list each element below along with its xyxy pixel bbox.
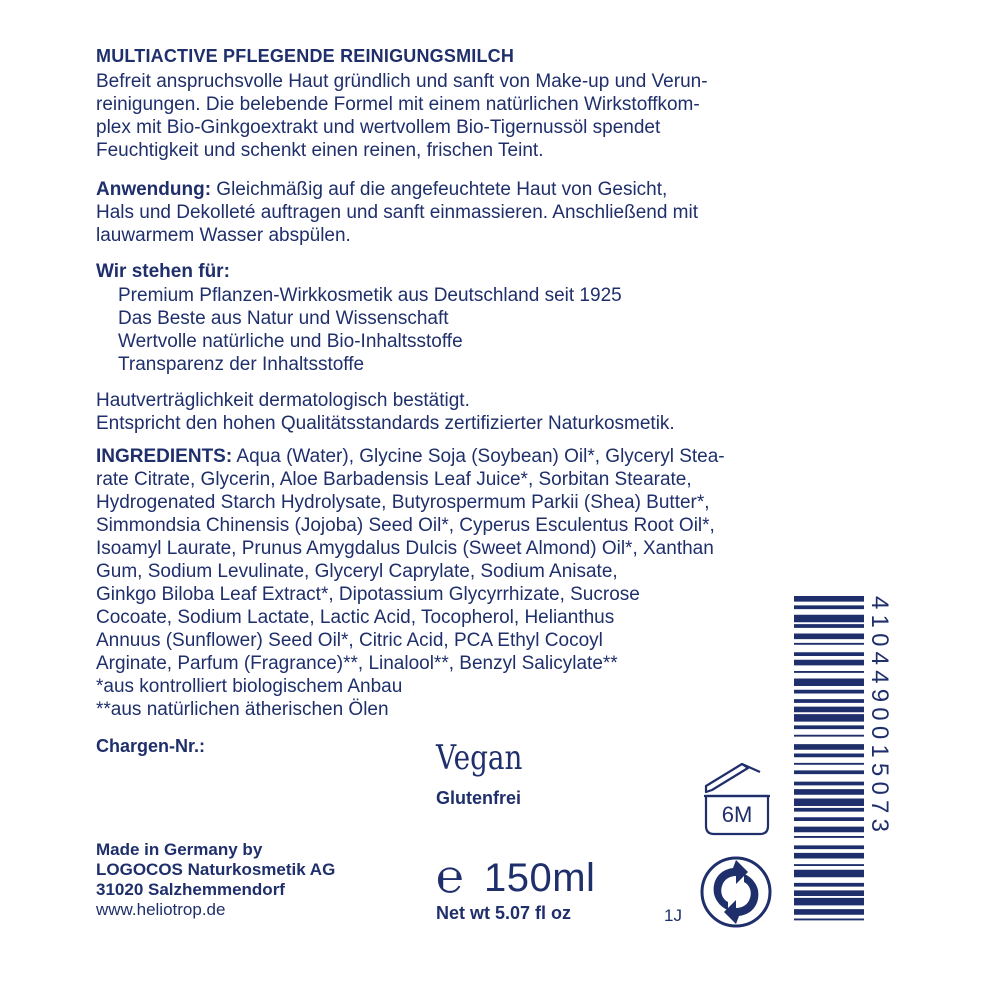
list-item: Transparenz der Inhaltsstoffe — [118, 354, 365, 375]
open-jar-icon — [698, 756, 776, 836]
barcode-bar — [794, 725, 864, 729]
usage-line: Gleichmäßig auf die angefeuchtete Haut von Gesicht, — [211, 179, 668, 200]
batch-number-label: Chargen-Nr.: — [96, 736, 206, 756]
ingredients-line: Aqua (Water), Glycine Soja (Soybean) Oil*, Glyceryl Stea- — [232, 446, 725, 467]
edition-code: 1J — [664, 906, 682, 925]
barcode-bar — [794, 615, 864, 623]
pao-label: 6M — [721, 802, 753, 827]
claim-line: Entspricht den hohen Qualitätsstandards zertifizierter Naturkosmetik. — [96, 413, 675, 434]
manufacturer-info — [96, 840, 335, 920]
ingredients-line: Simmondsia Chinensis (Jojoba) Seed Oil*, Cyperus Esculentus Root Oil*, — [96, 515, 715, 536]
footnote: *aus kontrolliert biologischem Anbau — [96, 676, 403, 697]
manufacturer-line: LOGOCOS Naturkosmetik AG — [96, 860, 336, 879]
intro-line: plex mit Bio-Ginkgoextrakt und wertvollem Bio-Tigernussöl spendet — [96, 117, 661, 138]
footnote: **aus natürlichen ätherischen Ölen — [96, 699, 389, 720]
ingredients-line: Gum, Sodium Levulinate, Glyceryl Caprylate, Sodium Anisate, — [96, 561, 618, 582]
ingredients-line: rate Citrate, Glycerin, Aloe Barbadensis Leaf Juice*, Sorbitan Stearate, — [96, 469, 692, 490]
ingredients-line: Cocoate, Sodium Lactate, Lactic Acid, Tocopherol, Helianthus — [96, 607, 615, 628]
product-title: MULTIACTIVE PFLEGENDE REINIGUNGSMILCH — [96, 46, 515, 66]
barcode-bar — [794, 634, 864, 640]
claim-line: Hautverträglichkeit dermatologisch bestätigt. — [96, 390, 470, 411]
manufacturer-line: 31020 Salzhemmendorf — [96, 880, 285, 899]
barcode-bar — [794, 782, 864, 786]
barcode-bar — [794, 799, 864, 807]
ingredients-line: Isoamyl Laurate, Prunus Amygdalus Dulcis (Sweet Almond) Oil*, Xanthan — [96, 538, 714, 559]
barcode-bar — [794, 890, 864, 896]
ingredients-line: Ginkgo Biloba Leaf Extract*, Dipotassium Glycyrrhizate, Sucrose — [96, 584, 640, 605]
ingredients-section — [96, 445, 896, 721]
barcode-bar — [794, 845, 864, 849]
recycle-icon — [700, 856, 772, 928]
usage-line: lauwarmem Wasser abspülen. — [96, 225, 351, 246]
vegan-label: Vegan — [436, 738, 523, 778]
barcode-bar — [794, 690, 864, 694]
barcode-bar — [794, 643, 864, 645]
list-item: Das Beste aus Natur und Wissenschaft — [118, 308, 449, 329]
intro-line: Befreit anspruchsvolle Haut gründlich und sanft von Make-up und Verun- — [96, 71, 708, 92]
list-item: Wertvolle natürliche und Bio-Inhaltsstoffe — [118, 331, 463, 352]
barcode-bar — [794, 763, 864, 765]
barcode-bar — [794, 735, 864, 737]
barcode-bar — [794, 596, 864, 602]
values-heading — [96, 260, 896, 283]
barcode-bar — [794, 909, 864, 915]
net-weight-label: Net wt 5.07 fl oz — [436, 903, 572, 923]
barcode — [794, 596, 864, 926]
barcode-bar — [794, 898, 864, 906]
barcode-bar — [794, 660, 864, 666]
intro-line: reinigungen. Die belebende Formel mit einem natürlichen Wirkstoffkom- — [96, 94, 700, 115]
intro-line: Feuchtigkeit und schenkt einen reinen, frischen Teint. — [96, 140, 544, 161]
barcode-bar — [794, 679, 864, 687]
usage-label: Anwendung: — [96, 179, 212, 200]
values-list — [118, 284, 622, 376]
barcode-bar — [794, 836, 864, 838]
barcode-bar — [794, 883, 864, 887]
values-label: Wir stehen für: — [96, 261, 230, 282]
barcode-bar — [794, 827, 864, 833]
claims — [96, 389, 896, 435]
usage-line: Hals und Dekolleté auftragen und sanft einmassieren. Anschließend mit — [96, 202, 699, 223]
barcode-bar — [794, 707, 864, 713]
gluten-free-label: Glutenfrei — [436, 788, 522, 808]
barcode-bar — [794, 605, 864, 609]
barcode-bar — [794, 754, 864, 758]
volume-label: 150ml — [484, 856, 596, 900]
barcode-bar — [794, 789, 864, 795]
barcode-bar — [794, 652, 864, 656]
barcode-bar — [794, 714, 864, 722]
usage-section — [96, 178, 896, 247]
ingredients-label: INGREDIENTS: — [96, 446, 233, 467]
manufacturer-line: Made in Germany by — [96, 840, 263, 859]
barcode-bar — [794, 770, 864, 774]
barcode-bar — [794, 853, 864, 859]
barcode-bar — [794, 699, 864, 703]
list-item: Premium Pflanzen-Wirkkosmetik aus Deutschland seit 1925 — [118, 285, 622, 306]
barcode-digits: 4104490015073 — [866, 596, 893, 838]
barcode-bar — [794, 919, 864, 921]
barcode-bar — [794, 808, 864, 812]
barcode-bar — [794, 744, 864, 750]
barcode-bar — [794, 817, 864, 821]
manufacturer-website: www.heliotrop.de — [96, 900, 226, 919]
barcode-bar — [794, 624, 864, 628]
barcode-bar — [794, 870, 864, 878]
barcode-digits-wrap — [864, 596, 894, 926]
ingredients-line: Arginate, Parfum (Fragrance)**, Linalool**, Benzyl Salicylate** — [96, 653, 618, 674]
ingredients-line: Hydrogenated Starch Hydrolysate, Butyrospermum Parkii (Shea) Butter*, — [96, 492, 710, 513]
barcode-bar — [794, 671, 864, 673]
intro-text — [96, 70, 896, 162]
estimated-sign-icon: ℮ — [436, 850, 464, 902]
barcode-bar — [794, 864, 864, 866]
ingredients-line: Annuus (Sunflower) Seed Oil*, Citric Acid, PCA Ethyl Cocoyl — [96, 630, 603, 651]
